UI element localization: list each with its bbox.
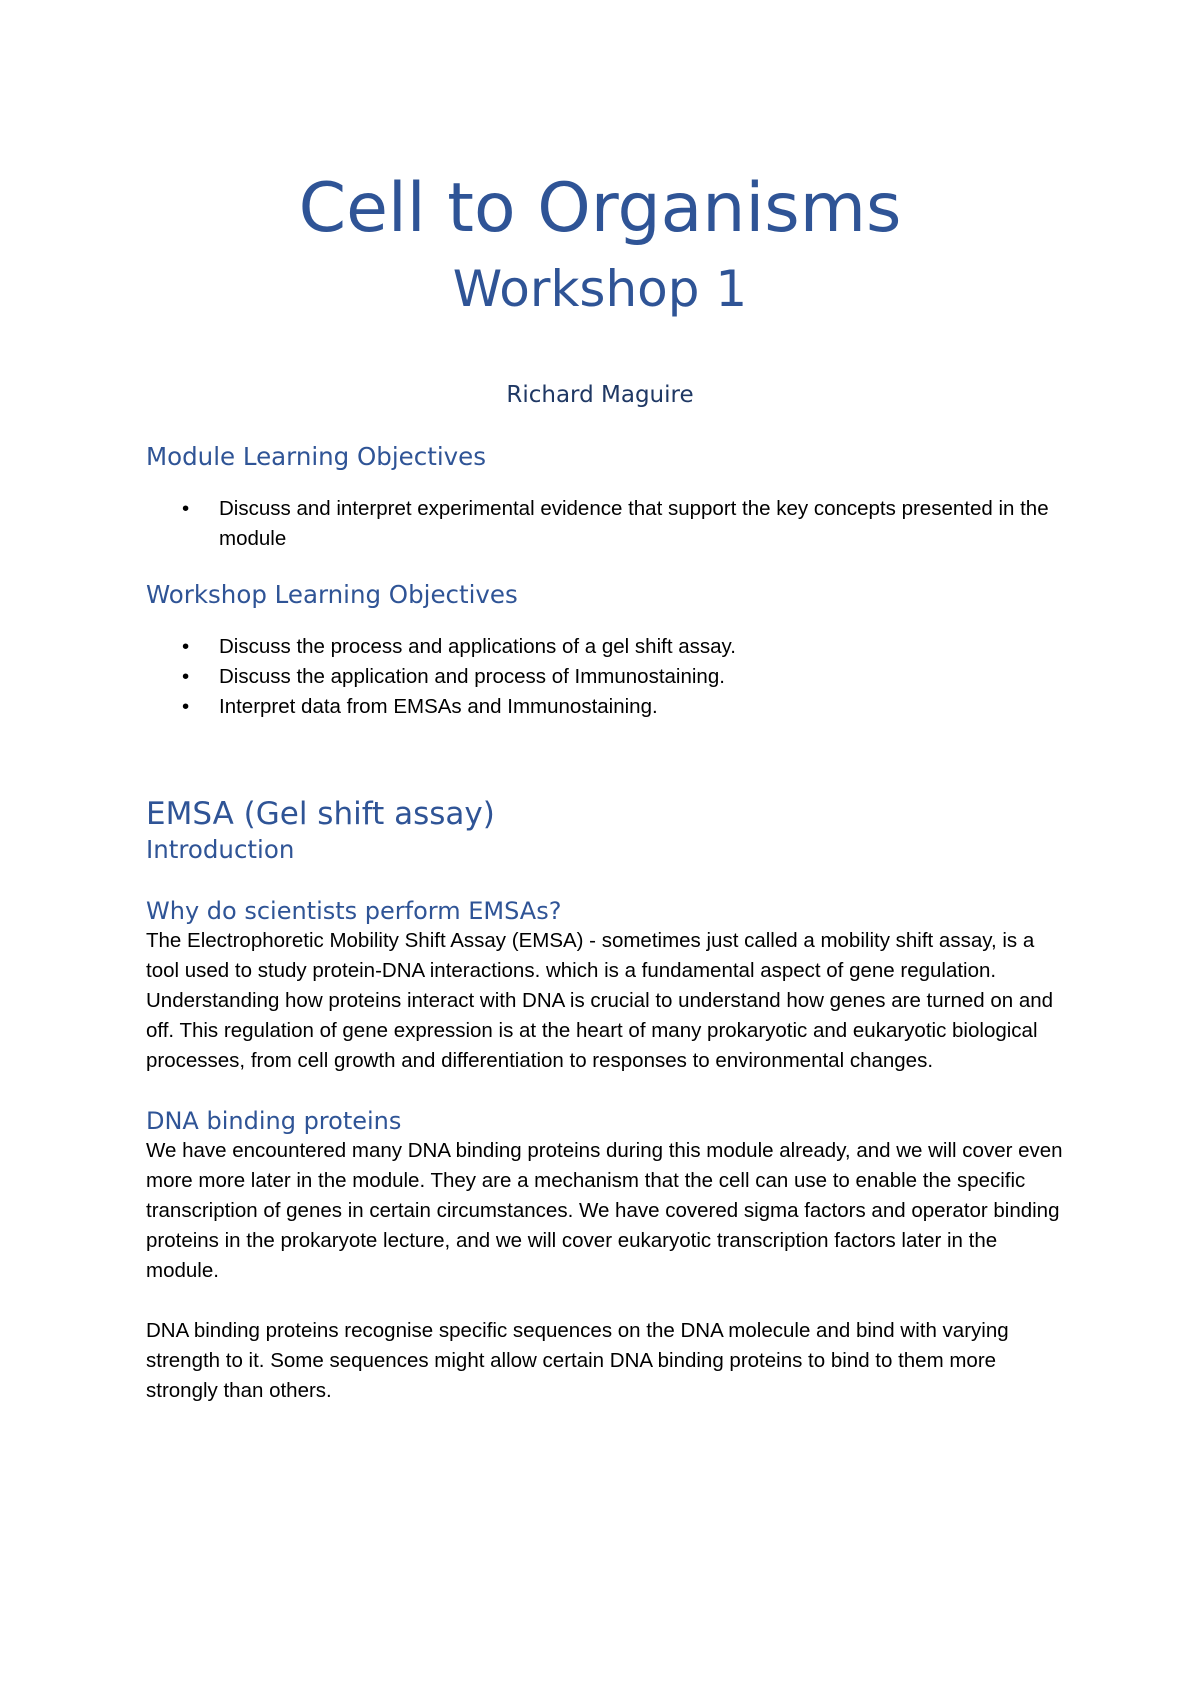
- bullet-icon: •: [182, 635, 190, 658]
- list-item: [146, 494, 1066, 554]
- bullet-icon: •: [182, 695, 190, 718]
- why-emsa-paragraph: The Electrophoretic Mobility Shift Assay (EMSA) - sometimes just called a mobility shift assay, is a tool used to study protein-DNA interactions. which is a fundamental aspect of gene regulation. Understanding how proteins interact with DNA is crucial to understand how genes are turned on and off. This regulation of gene expression is at the heart of many prokaryotic and eukaryotic biological processes, from cell growth and differentiation to responses to environmental changes.: [146, 929, 1054, 1072]
- list-item-text: Discuss and interpret experimental evidence that support the key concepts presented in the module: [219, 497, 1049, 550]
- bullet-icon: •: [182, 665, 190, 688]
- dna-binding-paragraph-2: DNA binding proteins recognise specific sequences on the DNA molecule and bind with varying strength to it. Some sequences might allow certain DNA binding proteins to bind to them more strongly than others.: [146, 1319, 1009, 1402]
- dna-binding-paragraph-1: We have encountered many DNA binding proteins during this module already, and we will cover even more more later in the module. They are a mechanism that the cell can use to enable the specific transcription of genes in certain circumstances. We have covered sigma factors and operator binding proteins in the prokaryote lecture, and we will cover eukaryotic transcription factors later in the module.: [146, 1139, 1063, 1282]
- document-title: Cell to Organisms: [298, 169, 902, 248]
- list-item: [146, 662, 1066, 692]
- list-item: [146, 632, 1066, 662]
- author-name: Richard Maguire: [506, 382, 694, 408]
- bullet-icon: •: [182, 497, 190, 520]
- workshop-objectives-heading: Workshop Learning Objectives: [146, 580, 518, 609]
- document-body: [146, 441, 1066, 1406]
- list-item: [146, 692, 1066, 722]
- introduction-heading: Introduction: [146, 835, 295, 864]
- workshop-objectives-list: [146, 632, 1066, 722]
- why-emsa-heading: Why do scientists perform EMSAs?: [146, 897, 562, 925]
- emsa-heading: EMSA (Gel shift assay): [146, 796, 495, 832]
- module-objectives-heading: Module Learning Objectives: [146, 442, 486, 471]
- list-item-text: Discuss the process and applications of a gel shift assay.: [219, 635, 736, 658]
- document-subtitle: Workshop 1: [452, 260, 748, 318]
- module-objectives-list: [146, 494, 1066, 554]
- list-item-text: Discuss the application and process of Immunostaining.: [219, 665, 725, 688]
- list-item-text: Interpret data from EMSAs and Immunostaining.: [219, 695, 658, 718]
- dna-binding-heading: DNA binding proteins: [146, 1107, 402, 1135]
